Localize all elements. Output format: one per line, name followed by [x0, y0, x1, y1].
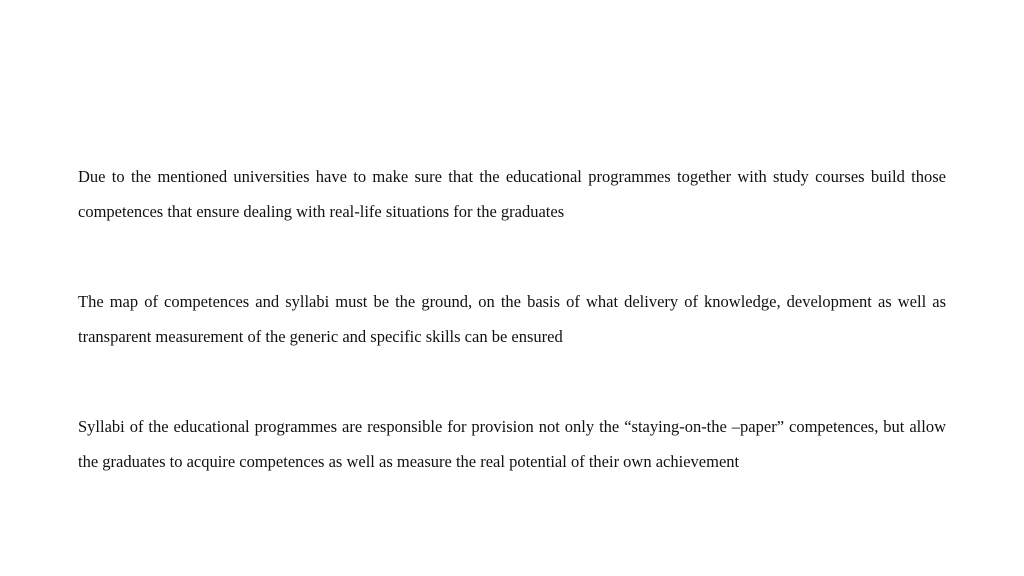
paragraph-1: Due to the mentioned universities have to make sure that the educational programmes together with study courses build those competences that ensure dealing with real-life situations for the graduates — [78, 167, 946, 221]
paragraph-2: The map of competences and syllabi must be the ground, on the basis of what delivery of knowledge, development as well as transparent measurement of the generic and specific skills can be ensured — [78, 292, 946, 346]
paragraph-3: Syllabi of the educational programmes are responsible for provision not only the “staying-on-the –paper” competences, but allow the graduates to acquire competences as well as measure the real potential of their own achievement — [78, 417, 946, 471]
